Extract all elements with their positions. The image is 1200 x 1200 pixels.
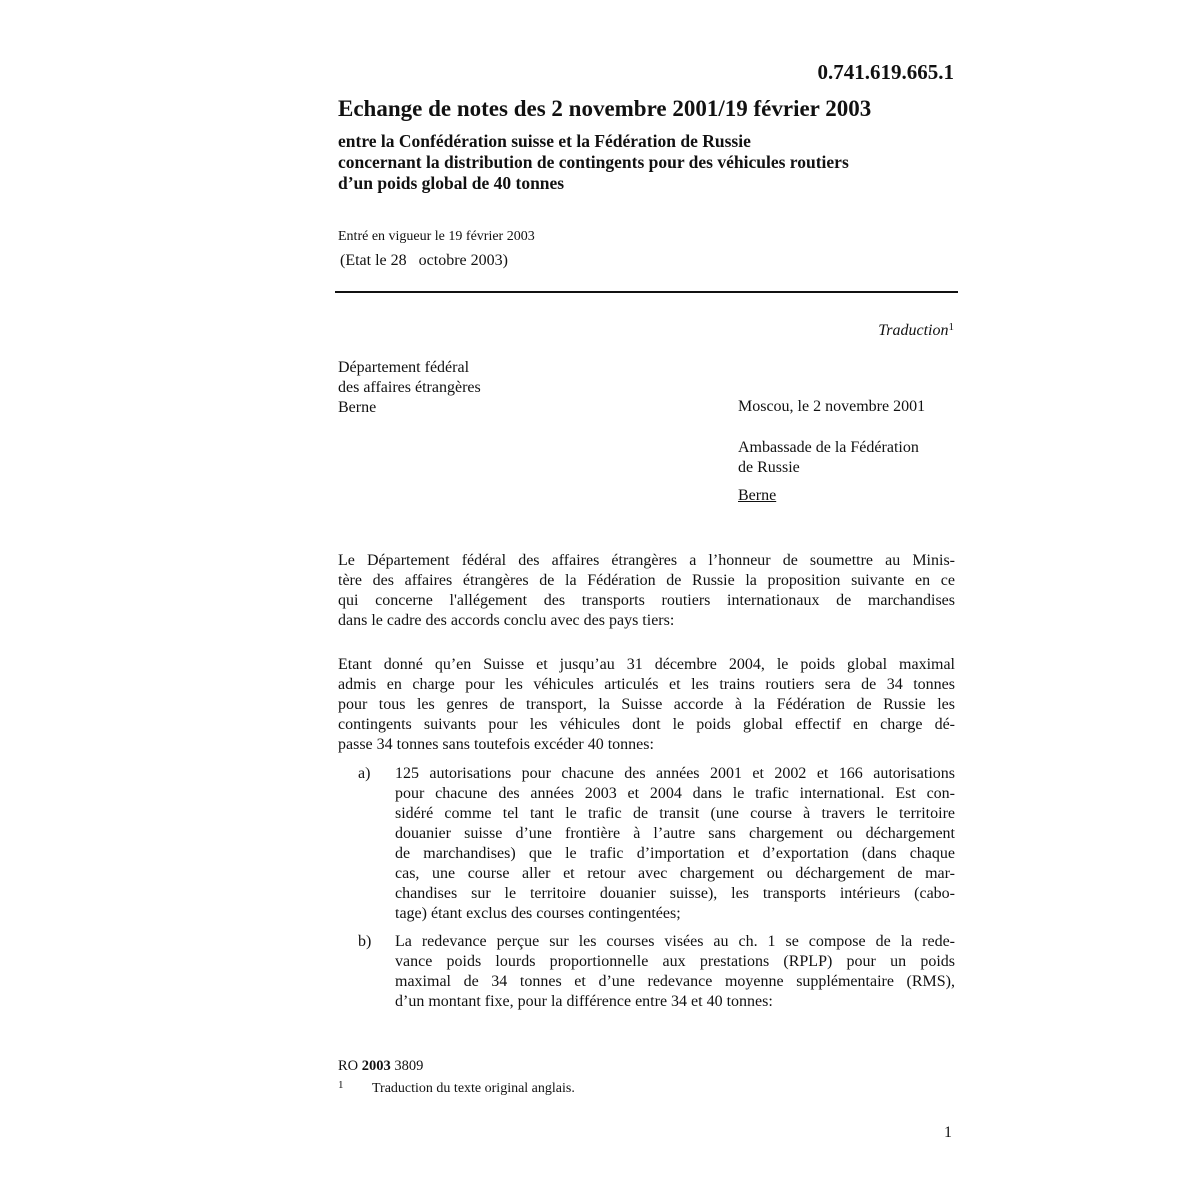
text-line: sidéré comme tel tant le trafic de transit (une course à travers le territoire: [395, 805, 955, 822]
text-line: tage) étant exclus des courses contingentées;: [395, 905, 681, 922]
text-line: Etant donné qu’en Suisse et jusqu’au 31 décembre 2004, le poids global maximal: [338, 656, 955, 673]
document-page: [338, 0, 958, 1200]
state-date: (Etat le 28 octobre 2003): [340, 252, 508, 269]
translation-label: [878, 321, 954, 340]
text-line: d’un montant fixe, pour la différence entre 34 et 40 tonnes:: [395, 993, 773, 1010]
ro-reference: [338, 1058, 423, 1075]
subtitle-line: d’un poids global de 40 tonnes: [338, 173, 565, 193]
text-line: dans le cadre des accords conclu avec des pays tiers:: [338, 612, 675, 629]
text-line: contingents suivants pour les véhicules dont le poids global effectif en charge dé-: [338, 716, 955, 733]
place-date: Moscou, le 2 novembre 2001: [738, 398, 926, 415]
text-line: douanier suisse d’une frontière à l’autre sans chargement ou déchargement: [395, 825, 955, 842]
list-marker: a): [358, 765, 371, 782]
sender-line: Berne: [338, 399, 377, 416]
entry-into-force: Entré en vigueur le 19 février 2003: [338, 229, 535, 244]
list-marker: b): [358, 933, 372, 950]
text-line: pour chacune des années 2003 et 2004 dans le trafic international. Est con-: [395, 785, 955, 802]
header-divider: [335, 291, 958, 293]
document-subtitle: [338, 131, 958, 194]
list-item-content: [395, 932, 955, 1012]
subtitle-line: concernant la distribution de contingents pour des véhicules routiers: [338, 152, 849, 172]
footnote-text: Traduction du texte original anglais.: [372, 1081, 575, 1096]
sender-line: des affaires étrangères: [338, 379, 481, 396]
footnote-ref[interactable]: 1: [948, 321, 954, 333]
footnote-number: 1: [338, 1079, 344, 1091]
recipient-line: de Russie: [738, 459, 800, 476]
text-line: vance poids lourds proportionnelle aux prestations (RPLP) pour un poids: [395, 953, 955, 970]
text-line: cas, une course aller et retour avec chargement ou déchargement de mar-: [395, 865, 955, 882]
text-line: Le Département fédéral des affaires étrangères a l’honneur de soumettre au Minis-: [338, 552, 955, 569]
document-title: Echange de notes des 2 novembre 2001/19 février 2003: [338, 96, 872, 121]
footnote: [338, 1079, 575, 1097]
list-item-content: [395, 764, 955, 924]
paragraph-contingents: [338, 655, 955, 755]
text-line: pour tous les genres de transport, la Suisse accorde à la Fédération de Russie les: [338, 696, 955, 713]
text-line: tère des affaires étrangères de la Fédération de Russie la proposition suivante en ce: [338, 572, 955, 589]
text-line: maximal de 34 tonnes et d’une redevance moyenne supplémentaire (RMS),: [395, 973, 955, 990]
text-line: admis en charge pour les véhicules articulés et les trains routiers sera de 34 tonnes: [338, 676, 955, 693]
ro-prefix: RO: [338, 1058, 359, 1074]
text-line: chandises sur le territoire douanier suisse), les transports intérieurs (cabo-: [395, 885, 955, 902]
text-line: La redevance perçue sur les courses visées au ch. 1 se compose de la rede-: [395, 933, 955, 950]
recipient-city: Berne: [738, 487, 777, 504]
sender-address: [338, 358, 481, 418]
sender-line: Département fédéral: [338, 359, 470, 376]
sr-number: 0.741.619.665.1: [817, 60, 954, 84]
text-line: passe 34 tonnes sans toutefois excéder 40 tonnes:: [338, 736, 654, 753]
paragraph-intro: [338, 551, 955, 631]
text-line: qui concerne l'allégement des transports routiers internationaux de marchandises: [338, 592, 955, 609]
recipient-address: [738, 438, 919, 478]
text-line: 125 autorisations pour chacune des années 2001 et 2002 et 166 autorisations: [395, 765, 955, 782]
text-line: de marchandises) que le trafic d’importation et d’exportation (dans chaque: [395, 845, 955, 862]
subtitle-line: entre la Confédération suisse et la Fédération de Russie: [338, 131, 751, 151]
page-number: 1: [944, 1124, 952, 1141]
ro-year: 2003: [361, 1058, 391, 1074]
translation-text: Traduction: [878, 322, 949, 339]
ro-page: 3809: [394, 1058, 424, 1074]
recipient-line: Ambassade de la Fédération: [738, 439, 919, 456]
